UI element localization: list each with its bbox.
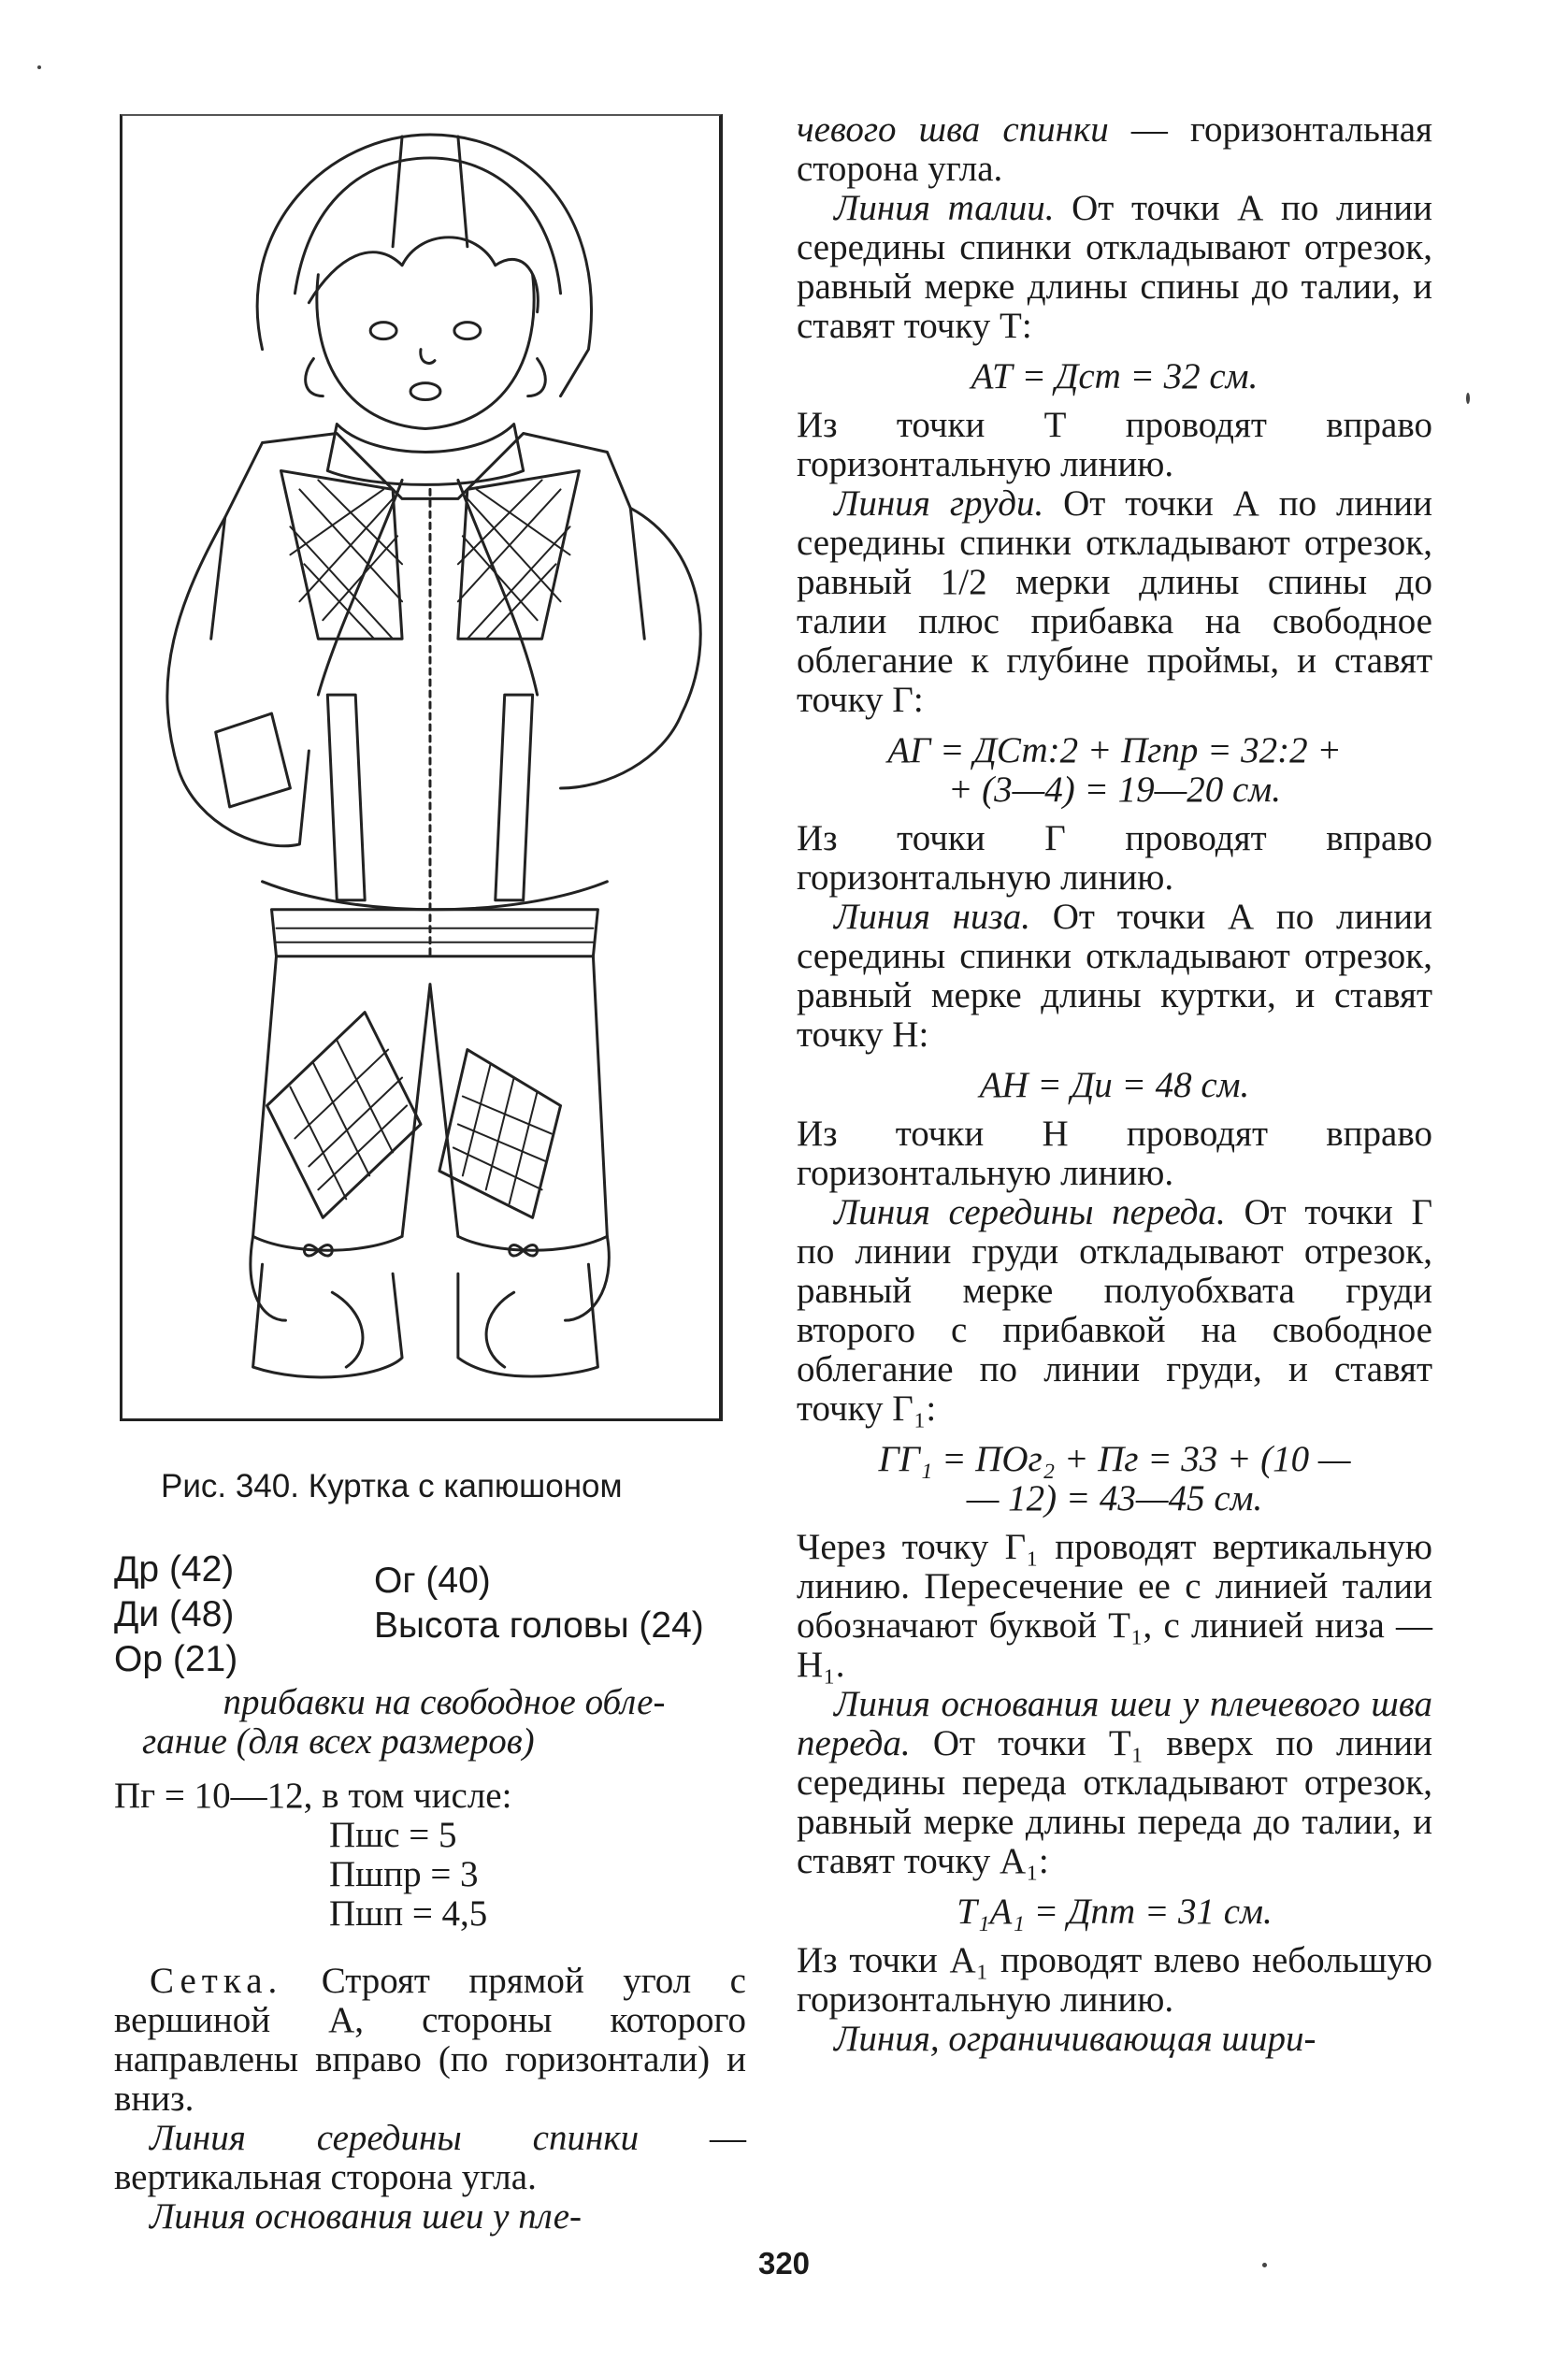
nose <box>421 350 435 364</box>
p1-body: — горизонтальная сторона угла. <box>797 109 1432 189</box>
chest-paragraph <box>797 484 1432 720</box>
spine-label: Линия середины спинки <box>150 2118 640 2158</box>
p1 <box>797 110 1432 189</box>
measure-di: Ди (48) <box>114 1594 235 1634</box>
waist-after: Из точки Т проводят вправо горизонтальную линию. <box>797 405 1432 484</box>
right-sleeve <box>561 508 701 788</box>
front-paragraph <box>797 1193 1432 1429</box>
left-eye <box>370 323 396 339</box>
chest-body: От точки А по линии середины спинки откладывают отрезок, равный 1/2 мерки длины спины до талии плюс прибавка на свободное облегание к глубине проймы, и ставят точку Г: <box>797 483 1432 720</box>
left-cuff <box>216 713 291 807</box>
child-in-hooded-jacket-drawing <box>122 116 719 1418</box>
chest-label: Линия груди. <box>834 483 1044 524</box>
jacket-illustration <box>120 114 723 1421</box>
bottom-body: От точки А по линии середины спинки откладывают отрезок, равный мерке длины куртки, и ставят точку Н: <box>797 897 1432 1055</box>
allowance-total: Пг = 10—12, в том числе: <box>114 1776 512 1816</box>
hood-center-seam <box>393 137 468 247</box>
neck-back-start: Линия основания шеи у пле- <box>150 2196 583 2237</box>
setka-body: Строят прямой угол с вершиной А, стороны которого направлены вправо (по горизонтали) и вниз. <box>114 1961 746 2119</box>
allowance-shpr: Пшпр = 3 <box>329 1854 479 1894</box>
front-formula-2: — 12) = 43—45 см. <box>966 1478 1263 1518</box>
front-label: Линия середины переда. <box>834 1192 1226 1232</box>
measure-og: Ог (40) <box>374 1561 491 1601</box>
p1-italic: чевого шва спинки <box>797 109 1109 150</box>
spine-paragraph <box>114 2119 746 2197</box>
waist-body: От точки А по линии середины спинки откладывают отрезок, равный мерке длины спины до талии, и ставят точку Т: <box>797 188 1432 346</box>
allowances-heading-1: прибавки на свободное обле- <box>223 1682 666 1722</box>
face-outline <box>317 275 534 429</box>
right-column-text <box>797 110 1432 2059</box>
setka-paragraph <box>114 1962 746 2119</box>
scan-speck <box>1466 393 1470 404</box>
neckfront-after: Из точки А₁ проводят влево небольшую горизонтальную линию. <box>797 1940 1432 2020</box>
page-number: 320 <box>757 2246 811 2280</box>
spine-body: — вертикальная сторона угла. <box>114 2118 746 2197</box>
front-formula-1: ГГ₁ = ПОг₂ + Пг = 33 + (10 — <box>878 1439 1351 1479</box>
allowance-shs: Пшс = 5 <box>329 1815 457 1855</box>
allowances-block <box>114 1683 746 1934</box>
waist-formula: АТ = Дст = 32 см. <box>971 356 1259 396</box>
bottom-label: Линия низа. <box>834 897 1030 937</box>
allowance-shp: Пшп = 4,5 <box>329 1893 488 1934</box>
left-sleeve <box>167 517 309 845</box>
waist-paragraph <box>797 189 1432 346</box>
waist-label: Линия талии. <box>834 188 1055 228</box>
bottom-after: Из точки Н проводят вправо горизонтальную линию. <box>797 1114 1432 1193</box>
waistband <box>272 910 598 957</box>
hood-outline <box>257 135 591 396</box>
setka-label: Сетка. <box>150 1961 283 2001</box>
last-line: Линия, ограничивающая шири- <box>834 2019 1316 2059</box>
front-body: От точки Г по линии груди откладывают отрезок, равный мерке полуобхвата груди второго с прибавкой на свободное облегание по линии груди, и ставят точку Г₁: <box>797 1192 1433 1429</box>
bottom-paragraph <box>797 898 1432 1055</box>
scan-speck <box>37 65 41 69</box>
measure-dr: Др (42) <box>114 1549 235 1590</box>
allowances-heading-2: гание (для всех размеров) <box>142 1721 535 1762</box>
jacket-hem <box>263 882 608 910</box>
measure-head-height: Высота головы (24) <box>374 1605 704 1646</box>
neckfront-body: От точки Т₁ вверх по линии середины переда откладывают отрезок, равный мерке длины переда до талии, и ставят точку А₁: <box>797 1723 1432 1881</box>
right-eye <box>454 323 481 339</box>
trouser-cuffs <box>253 1236 608 1250</box>
trousers <box>251 957 609 1320</box>
front-after: Через точку Г₁ проводят вертикальную линию. Пересечение ее с линией талии обозначают буквой Т₁, с линией низа — Н₁. <box>797 1527 1432 1685</box>
boots <box>253 1264 598 1377</box>
figure-caption: Рис. 340. Куртка с капюшоном <box>161 1468 623 1504</box>
boot-toes <box>332 1292 513 1367</box>
neckfront-label: Линия основания шеи у плечевого шва переда. <box>797 1684 1432 1763</box>
jacket-body <box>211 434 645 640</box>
right-pocket <box>496 695 533 900</box>
left-column-text <box>114 1962 746 2237</box>
neckfront-paragraph <box>797 1685 1432 1881</box>
neckfront-formula: Т₁А₁ = Дпт = 31 см. <box>957 1892 1273 1932</box>
scan-speck <box>1262 2263 1267 2267</box>
chest-formula-1: АГ = ДСт:2 + Пгпр = 32:2 + <box>887 730 1342 770</box>
hood-inner-seam <box>295 158 560 294</box>
chest-formula-2: + (3—4) = 19—20 см. <box>948 770 1281 810</box>
chest-after: Из точки Г проводят вправо горизонтальную линию. <box>797 818 1432 898</box>
bottom-formula: АН = Ди = 48 см. <box>979 1065 1250 1105</box>
hair <box>306 237 546 396</box>
mouth <box>410 383 440 400</box>
left-pocket <box>327 695 365 900</box>
measure-or: Ор (21) <box>114 1639 238 1679</box>
